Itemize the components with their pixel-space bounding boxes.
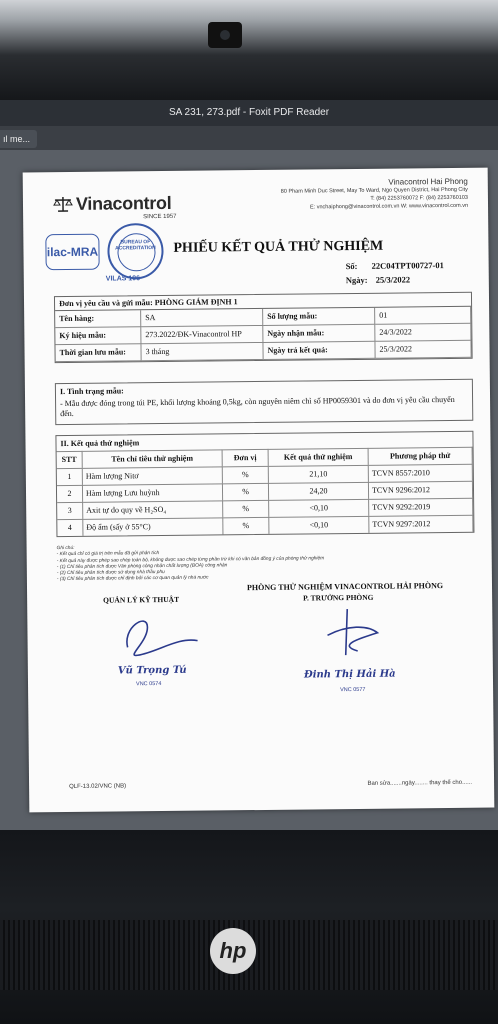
pdf-page	[23, 168, 495, 813]
window-title: SA 231, 273.pdf - Foxit PDF Reader	[0, 100, 498, 126]
signer-left-name: Vũ Trọng Tú	[117, 664, 187, 677]
doc-date	[346, 274, 410, 285]
seal-text: BUREAU OF ACCREDITATION	[115, 239, 156, 252]
table-cell: Axit tự do quy về H₂SO₄	[83, 500, 223, 518]
col-header: Đơn vị	[223, 449, 269, 466]
notes	[57, 543, 357, 584]
results-heading: II. Kết quả thử nghiệm	[60, 438, 140, 449]
col-header: STT	[57, 451, 83, 468]
company-phone: T: (84) 2253760072 F: (84) 2253760103	[370, 194, 468, 202]
form-code: QLF-13.02/VNC (NB)	[69, 783, 127, 790]
vilas-number: VILAS 196	[105, 275, 141, 283]
info-label: Ký hiệu mẫu:	[55, 327, 141, 345]
results-table	[57, 447, 474, 536]
info-label: Thời gian lưu mẫu:	[55, 344, 141, 362]
table-cell: TCVN 9297:2012	[369, 515, 473, 533]
table-cell: %	[223, 483, 269, 500]
ilac-mra-logo: ilac-MRA	[45, 234, 99, 271]
signer-right-code: VNC 0577	[340, 686, 366, 694]
webcam	[208, 22, 242, 48]
company-email: E: vnchaiphong@vinacontrol.com.vn W: www.vinacontrol.com.vn	[309, 202, 469, 211]
col-header: Phương pháp thử	[369, 447, 473, 465]
info-value: 01	[375, 307, 471, 325]
note-line: - (1) Chỉ tiêu phân tích được Văn phòng công nhận chất lượng (BOA) công nhận	[56, 563, 228, 571]
table-cell: %	[223, 517, 269, 534]
table-cell: TCVN 9292:2019	[369, 498, 473, 516]
monitor-top-bezel	[0, 0, 498, 100]
table-cell: %	[223, 500, 269, 517]
col-header: Tên chỉ tiêu thử nghiệm	[83, 449, 223, 467]
company-info	[248, 178, 468, 212]
sample-info-grid	[55, 307, 472, 362]
signature-right	[317, 605, 398, 670]
company-name: Vinacontrol Hai Phong	[388, 176, 468, 187]
signer-right-title: P. TRƯỞNG PHÒNG	[303, 592, 374, 603]
info-value: 25/3/2022	[375, 341, 471, 359]
info-value: 3 tháng	[141, 343, 263, 361]
table-cell: 1	[57, 468, 83, 485]
col-header: Kết quả thử nghiệm	[269, 448, 369, 466]
doc-number-label: Số:	[345, 260, 358, 272]
pdf-viewer[interactable]	[0, 150, 498, 830]
table-cell: 4	[57, 519, 83, 536]
info-value: 273.2022/ĐK-Vinacontrol HP	[141, 326, 263, 344]
hp-logo: hp	[210, 928, 256, 974]
table-cell: Hàm lượng Lưu huỳnh	[83, 483, 223, 501]
table-cell: <0,10	[269, 516, 369, 534]
info-value: SA	[141, 309, 263, 327]
table-cell: TCVN 9296:2012	[369, 481, 473, 499]
monitor-bottom-bezel	[0, 830, 498, 1024]
lab-name: PHÒNG THỬ NGHIỆM VINACONTROL HẢI PHÒNG	[246, 581, 444, 593]
results-section	[55, 431, 474, 537]
doc-date-label: Ngày:	[345, 274, 368, 286]
requester-line: Đơn vị yêu cầu và gửi mẫu: PHÒNG GIÁM ĐỊNH 1	[55, 293, 471, 311]
company-address: 80 Pham Minh Duc Street, May To Ward, Ngo Quyen District, Hai Phong City	[280, 186, 468, 195]
note-line: - Kết quả này được phép sao chép toàn bộ, không được sao chép từng phần trừ khi có văn bản đồng ý của phòng thử nghiệm	[56, 555, 325, 564]
table-cell: %	[223, 466, 269, 483]
document-title: PHIẾU KẾT QUẢ THỬ NGHIỆM	[173, 238, 384, 256]
accreditation-seal	[105, 223, 164, 283]
table-cell: 2	[57, 485, 83, 502]
side-tab[interactable]: ıl me...	[0, 130, 37, 148]
table-cell: Hàm lượng Nitơ	[83, 466, 223, 484]
table-cell: 3	[57, 502, 83, 519]
sample-state-text: - Mẫu được đóng trong túi PE, khối lượng khoảng 0,5kg, còn nguyên niêm chì số HP0059301 và do đơn vị yêu cầu chuyển đến.	[60, 394, 455, 419]
note-line: - (3) Chỉ tiêu phân tích được chỉ định bởi các cơ quan quản lý nhà nước	[56, 576, 209, 583]
screen	[0, 100, 498, 830]
info-label: Ngày trả kết quả:	[263, 342, 375, 360]
table-cell: 24,20	[269, 482, 369, 500]
brand-logo	[53, 193, 172, 215]
note-line: Ghi chú:	[56, 545, 75, 552]
table-cell: <0,10	[269, 499, 369, 517]
brand-since: SINCE 1957	[143, 213, 177, 221]
table-cell: 21,10	[269, 465, 369, 483]
info-label: Ngày nhận mẫu:	[263, 325, 375, 343]
info-value: 24/3/2022	[375, 324, 471, 342]
note-line: - (2) Chỉ tiêu phân tích được sử dụng nhà thầu phụ	[56, 570, 165, 577]
doc-number	[346, 260, 444, 271]
sample-state-heading: I. Tình trạng mẫu:	[59, 386, 124, 397]
scale-icon	[53, 196, 73, 212]
revision-note: Ban sửa.......ngày........ thay thế cho......	[367, 779, 473, 787]
sample-state-section	[55, 379, 473, 425]
signer-right-name: Đinh Thị Hải Hà	[303, 668, 396, 681]
signer-left-title: QUẢN LÝ KỸ THUẬT	[103, 594, 180, 605]
table-cell: Độ ẩm (sấy ở 55°C)	[83, 517, 223, 535]
note-line: - Kết quả chỉ có giá trị trên mẫu đã gửi phân tích	[56, 551, 160, 558]
signature-left	[117, 607, 208, 664]
signer-left-code: VNC 0574	[135, 681, 162, 688]
info-label: Số lượng mẫu:	[263, 308, 375, 326]
doc-number-value: 22C04TPT00727-01	[371, 260, 444, 271]
sample-info-table	[54, 292, 473, 363]
brand-name: Vinacontrol	[75, 192, 172, 214]
table-cell: TCVN 8557:2010	[369, 464, 473, 482]
info-label: Tên hàng:	[55, 310, 141, 328]
doc-date-value: 25/3/2022	[375, 274, 411, 285]
